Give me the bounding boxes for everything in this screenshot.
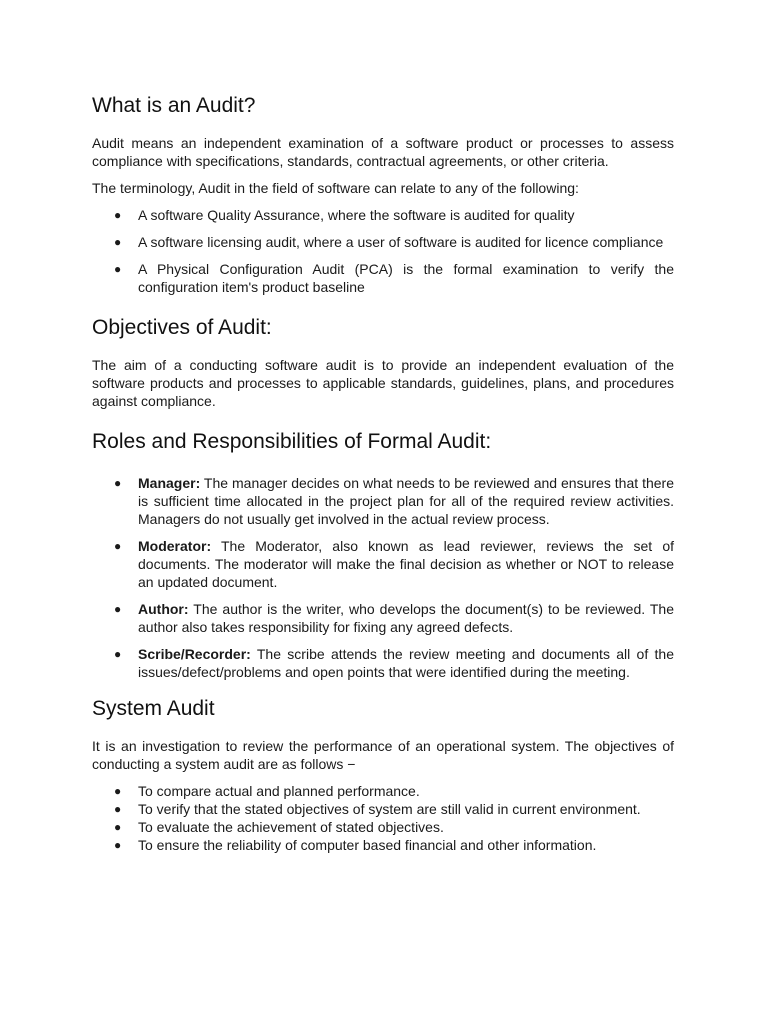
list-item xyxy=(92,836,674,854)
list-system-objectives xyxy=(92,782,674,854)
role-description: The author is the writer, who develops the document(s) to be reviewed. The author also takes responsibility for fixing any agreed defects. xyxy=(138,601,674,635)
bullet-icon: ● xyxy=(114,802,122,816)
bullet-icon: ● xyxy=(114,820,122,834)
list-item-text: To evaluate the achievement of stated objectives. xyxy=(138,819,444,835)
bullet-icon: ● xyxy=(114,647,122,661)
paragraph-objectives: The aim of a conducting software audit is to provide an independent evaluation of the software products and processes to applicable standards, guidelines, plans, and procedures against compliance. xyxy=(92,357,674,409)
list-item xyxy=(92,260,674,296)
list-item xyxy=(92,233,674,251)
list-item-author xyxy=(92,600,674,636)
heading-objectives: Objectives of Audit: xyxy=(92,316,272,339)
list-item xyxy=(92,800,674,818)
role-description: The scribe attends the review meeting and documents all of the issues/defect/problems and open points that were identified during the meeting. xyxy=(138,646,674,680)
bullet-icon: ● xyxy=(114,476,122,490)
paragraph-terminology: The terminology, Audit in the field of software can relate to any of the following: xyxy=(92,180,579,196)
heading-system-audit: System Audit xyxy=(92,697,215,720)
paragraph-system-audit: It is an investigation to review the performance of an operational system. The objectives of conducting a system audit are as follows − xyxy=(92,738,674,772)
list-audit-types xyxy=(92,206,674,296)
bullet-icon: ● xyxy=(114,235,122,249)
bullet-icon: ● xyxy=(114,208,122,222)
bullet-icon: ● xyxy=(114,602,122,616)
list-item-text: A software Quality Assurance, where the software is audited for quality xyxy=(138,207,575,223)
role-term: Scribe/Recorder: xyxy=(138,646,251,662)
bullet-icon: ● xyxy=(114,838,122,852)
document-content xyxy=(92,92,674,854)
list-item-text: A software licensing audit, where a user of software is audited for licence compliance xyxy=(138,234,664,250)
heading-what-is-audit: What is an Audit? xyxy=(92,94,256,117)
role-term: Moderator: xyxy=(138,538,212,554)
list-item-manager xyxy=(92,474,674,528)
paragraph-audit-definition: Audit means an independent examination of a software product or processes to assess compliance with specifications, standards, contractual agreements, or other criteria. xyxy=(92,135,674,169)
role-term: Author: xyxy=(138,601,189,617)
list-item xyxy=(92,782,674,800)
list-item-scribe xyxy=(92,645,674,681)
bullet-icon: ● xyxy=(114,784,122,798)
list-item xyxy=(92,818,674,836)
list-item-text: A Physical Configuration Audit (PCA) is the formal examination to verify the configuration item's product baseline xyxy=(138,261,674,295)
role-description: The Moderator, also known as lead reviewer, reviews the set of documents. The moderator will make the final decision as whether or NOT to release an updated document. xyxy=(138,538,674,590)
bullet-icon: ● xyxy=(114,262,122,276)
list-roles xyxy=(92,474,674,681)
role-term: Manager: xyxy=(138,475,201,491)
list-item xyxy=(92,206,674,224)
list-item-text: To compare actual and planned performance. xyxy=(138,783,420,799)
list-item-moderator xyxy=(92,537,674,591)
list-item-text: To ensure the reliability of computer based financial and other information. xyxy=(138,837,597,853)
list-item-text: To verify that the stated objectives of system are still valid in current environment. xyxy=(138,801,641,817)
bullet-icon: ● xyxy=(114,539,122,553)
role-description: The manager decides on what needs to be reviewed and ensures that there is sufficient time allocated in the project plan for all of the required review activities. Managers do not usually get involved in the actual review process. xyxy=(138,475,674,527)
heading-roles: Roles and Responsibilities of Formal Audit: xyxy=(92,430,492,453)
